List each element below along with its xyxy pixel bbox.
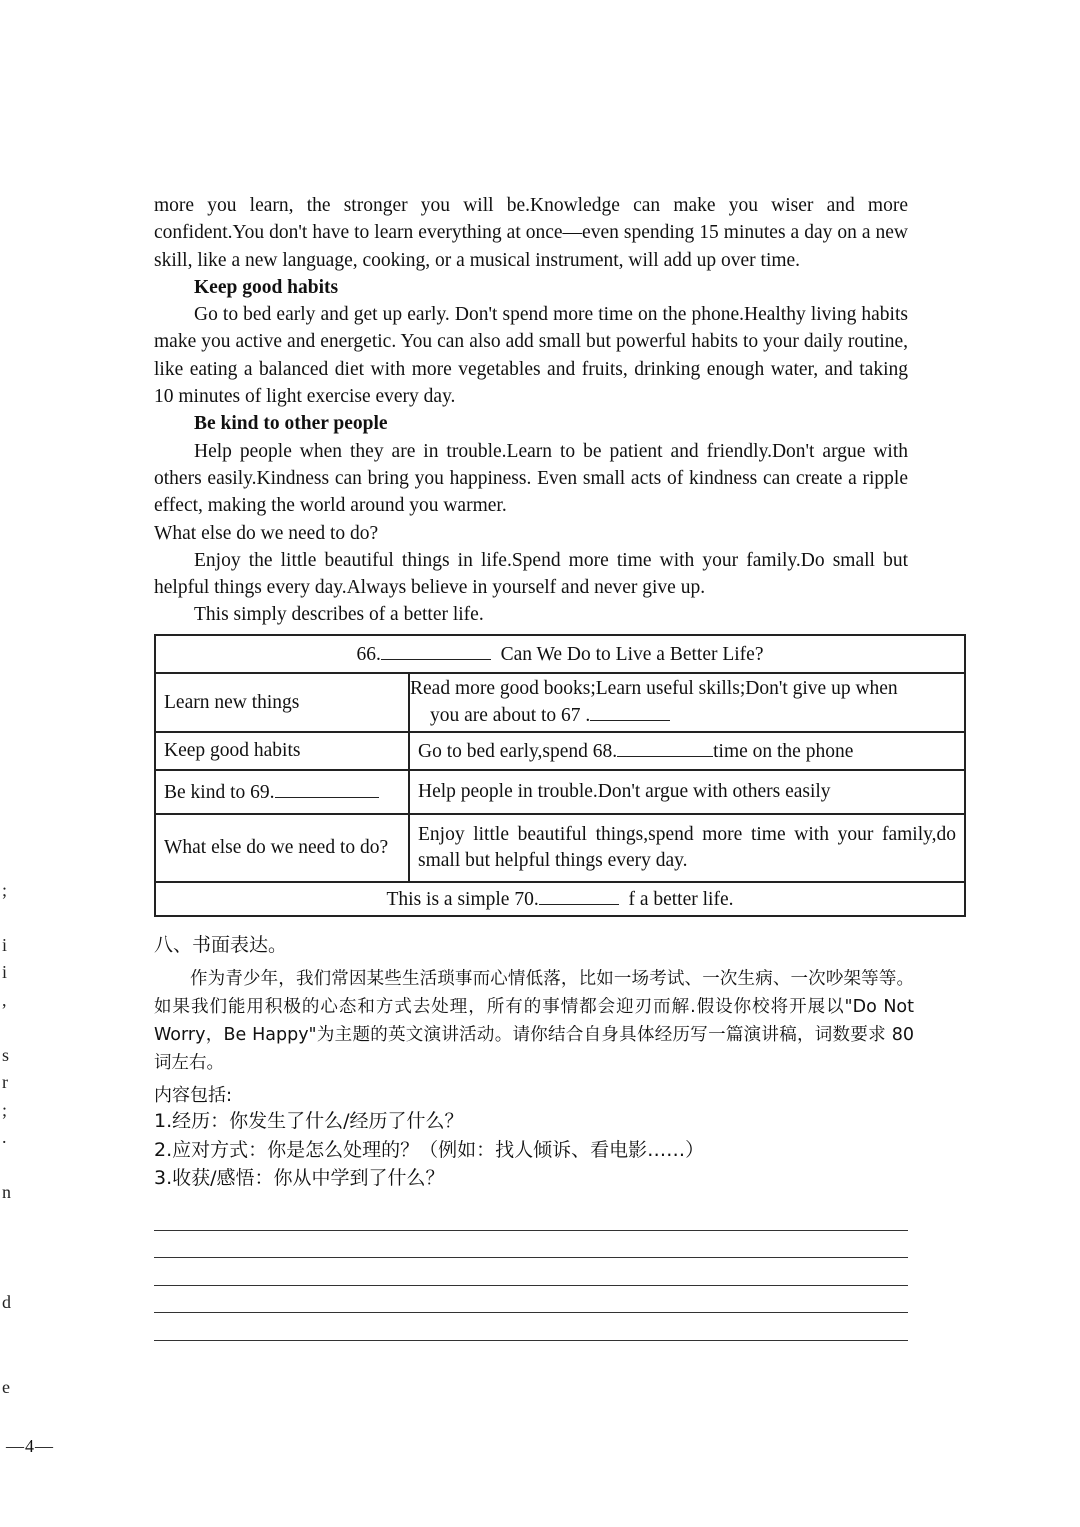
passage-paragraph: Enjoy the little beautiful things in life.Spend more time with your family.Do small but helpful things every day.Always believe in yourself and never give up. <box>154 549 908 599</box>
summary-table <box>154 634 966 917</box>
margin-mark: , <box>2 990 7 1010</box>
writing-lines[interactable] <box>154 1203 908 1341</box>
blank-number: 66. <box>356 643 381 665</box>
table-cell-right <box>409 673 965 732</box>
margin-mark: . <box>2 1127 7 1147</box>
margin-mark: ; <box>2 880 8 900</box>
table-cell-left: Keep good habits <box>155 732 409 770</box>
cell-text: f a better life. <box>628 888 734 910</box>
table-cell-right: Enjoy little beautiful things,spend more time with your family,do small but helpful things every day. <box>409 814 965 882</box>
content-item: 2.应对方式：你是怎么处理的？（例如：找人倾诉、看电影……） <box>154 1138 705 1161</box>
content-item: 1.经历：你发生了什么/经历了什么？ <box>154 1110 464 1132</box>
margin-mark: n <box>2 1182 11 1202</box>
margin-mark: i <box>2 962 8 982</box>
cell-text: time on the phone <box>713 740 854 762</box>
table-row <box>155 814 965 882</box>
table-cell-right: Help people in trouble.Don't argue with others easily <box>409 770 965 814</box>
table-cell-left: What else do we need to do? <box>155 814 409 882</box>
answer-line[interactable] <box>154 1203 908 1231</box>
reading-passage <box>154 192 908 629</box>
margin-mark: s <box>2 1045 10 1065</box>
answer-blank-70[interactable] <box>539 886 619 905</box>
passage-paragraph: more you learn, the stronger you will be.Knowledge can make you wiser and more confident.You don't have to learn everything at once—even spending 15 minutes a day on a new skill, like a new language, cooking, or a musical instrument, will add up over time. <box>154 195 908 271</box>
answer-line[interactable] <box>154 1286 908 1314</box>
content-item: 3.收获/感悟：你从中学到了什么？ <box>154 1167 445 1189</box>
content-heading: 内容包括: <box>154 1085 233 1106</box>
section-heading-kindness: Be kind to other people <box>194 413 388 435</box>
answer-blank-69[interactable] <box>275 779 379 798</box>
margin-mark: i <box>2 935 8 955</box>
table-cell-left: Learn new things <box>155 673 409 732</box>
margin-mark: ; <box>2 1100 8 1120</box>
page-number: —4— <box>6 1436 54 1456</box>
cell-text: Go to bed early,spend 68. <box>418 740 618 762</box>
table-cell-left <box>155 770 409 814</box>
table-row <box>155 732 965 770</box>
passage-paragraph: Help people when they are in trouble.Learn to be patient and friendly.Don't argue with others easily.Kindness can bring you happiness. Even small acts of kindness can create a ripple effect, making the world around you warmer. <box>154 440 908 517</box>
writing-section <box>154 930 914 1193</box>
cell-line-2 <box>418 702 956 729</box>
cell-text: This is a simple 70. <box>386 888 539 910</box>
passage-question: What else do we need to do? <box>154 522 379 544</box>
section-title: 八、书面表达。 <box>154 934 288 956</box>
table-title-row <box>155 635 965 673</box>
table-title-text: Can We Do to Live a Better Life? <box>500 643 764 665</box>
table-row <box>155 770 965 814</box>
table-footer-row <box>155 882 965 916</box>
margin-mark: r <box>2 1072 8 1092</box>
margin-mark: d <box>2 1292 11 1312</box>
table-title-cell <box>155 635 965 673</box>
table-row <box>155 673 965 732</box>
cell-text: you are about to 67 . <box>430 705 591 726</box>
answer-blank-67[interactable] <box>590 702 670 721</box>
margin-mark: e <box>2 1377 10 1397</box>
answer-line[interactable] <box>154 1258 908 1286</box>
cell-text: Be kind to 69. <box>164 781 275 803</box>
passage-paragraph: This simply describes of a better life. <box>194 604 484 626</box>
passage-paragraph: Go to bed early and get up early. Don't spend more time on the phone.Healthy living habits make you active and energetic. You can also add small but powerful habits to your daily routine, like eating a balanced diet with more vegetables and fruits, drinking enough water, and taking 10 minutes of light exercise every day. <box>154 304 908 408</box>
writing-prompt: 作为青少年，我们常因某些生活琐事而心情低落，比如一场考试、一次生病、一次吵架等等。如果我们能用积极的心态和方式去处理，所有的事情都会迎刃而解.假设你校将开展以"Do Not Worry，Be Happy"为主题的英文演讲活动。请你结合自身具体经历写一篇演讲稿，词数要求 80 词左右。 <box>154 969 914 1073</box>
section-heading-habits: Keep good habits <box>194 276 339 298</box>
cell-line: Read more good books;Learn useful skills;Don't give up when <box>410 678 898 699</box>
answer-line[interactable] <box>154 1231 908 1259</box>
answer-line[interactable] <box>154 1313 908 1341</box>
answer-blank-66[interactable] <box>381 641 491 660</box>
table-cell-right <box>409 732 965 770</box>
answer-blank-68[interactable] <box>617 738 713 757</box>
table-footer-cell <box>155 882 965 916</box>
